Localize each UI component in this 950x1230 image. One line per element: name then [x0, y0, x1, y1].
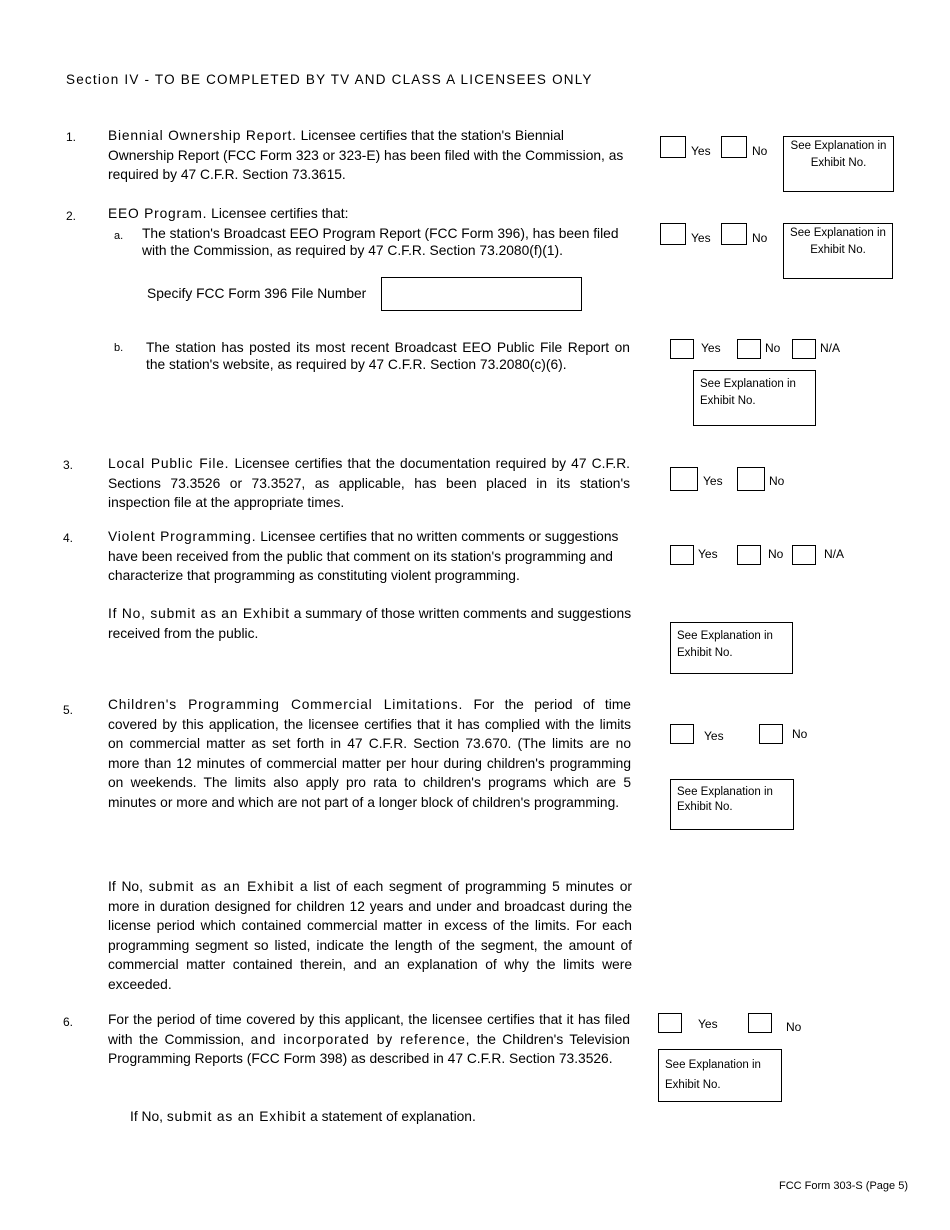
q2-text: [108, 204, 628, 224]
q6-text-b: and incorporated by reference,: [250, 1031, 471, 1047]
q6-text-c: the Children's Television Programming Reports (FCC Form 398) as described in 47 C.F.R. Section 73.3526.: [108, 1031, 630, 1066]
q6-submit-exhibit: submit as an Exhibit: [166, 1109, 307, 1124]
q2b-explanation-exhibit-box[interactable]: [693, 370, 816, 426]
q3-body: Licensee certifies that the documentation required by 47 C.F.R. Sections 73.3526 or 73.3527, as applicable, has been placed in its station's inspection file at the appropriate times.: [108, 456, 630, 510]
q2a-explanation-exhibit-box[interactable]: [783, 223, 893, 279]
q6-if-no-rest: a statement of explanation.: [310, 1109, 476, 1124]
q3-text: [108, 454, 630, 513]
q2-number: 2.: [66, 209, 77, 223]
see-explanation-label: See Explanation in: [677, 786, 773, 798]
q6-yes-label: Yes: [698, 1017, 718, 1031]
q4-text: [108, 527, 630, 586]
q6-text-a: For the period of time covered by this applicant, the licensee certifies that it has filed with the Commission,: [108, 1012, 630, 1047]
see-explanation-label: See Explanation in: [790, 227, 886, 239]
q4-if-no-rest: a summary of those written comments and suggestions received from the public.: [108, 606, 632, 641]
q2b-yes-checkbox[interactable]: [670, 339, 694, 359]
exhibit-no-label: Exhibit No.: [810, 157, 867, 169]
q2a-yes-label: Yes: [691, 231, 711, 245]
q2a-yes-checkbox[interactable]: [660, 223, 686, 245]
q6-number: 6.: [63, 1015, 74, 1029]
see-explanation-label: See Explanation in: [677, 630, 773, 642]
q3-no-checkbox[interactable]: [737, 467, 765, 491]
q2b-text: The station has posted its most recent Broadcast EEO Public File Report on the station's website, as required by 47 C.F.R. Section 73.2080(c)(6).: [146, 340, 630, 372]
q6-text: [108, 1010, 630, 1069]
q6-no-checkbox[interactable]: [748, 1013, 772, 1033]
q6-if-no-instructions: [130, 1107, 630, 1127]
q5-if-no-instructions: [108, 877, 632, 994]
q1-no-label: No: [752, 144, 768, 158]
q5-if-no: If No,: [108, 879, 143, 894]
exhibit-no-label: Exhibit No.: [677, 801, 733, 813]
q3-no-label: No: [769, 474, 785, 488]
q5-text: [108, 695, 631, 812]
q2a-no-checkbox[interactable]: [721, 223, 747, 245]
q2a-number: a.: [114, 230, 124, 242]
q5-number: 5.: [63, 703, 74, 717]
q6-no-label: No: [786, 1020, 802, 1034]
q1-explanation-exhibit-box[interactable]: [783, 136, 894, 192]
q2b-na-checkbox[interactable]: [792, 339, 816, 359]
q3-yes-label: Yes: [703, 474, 723, 488]
q3-yes-checkbox[interactable]: [670, 467, 698, 491]
q2-title: EEO Program.: [108, 206, 208, 221]
exhibit-no-label: Exhibit No.: [677, 647, 733, 659]
q3-title: Local Public File.: [108, 456, 230, 471]
exhibit-no-label: Exhibit No.: [810, 244, 866, 256]
q5-title: Children's Programming Commercial Limitations.: [108, 697, 464, 712]
q4-no-label: No: [768, 547, 784, 561]
q4-if-no-instructions: [108, 604, 632, 643]
q2b-no-checkbox[interactable]: [737, 339, 761, 359]
q5-submit-exhibit: submit as an Exhibit: [148, 879, 295, 894]
see-explanation-label: See Explanation in: [665, 1059, 761, 1071]
exhibit-no-label: Exhibit No.: [665, 1079, 721, 1091]
exhibit-no-label: Exhibit No.: [700, 395, 756, 407]
q4-number: 4.: [63, 531, 74, 545]
q2a-text: The station's Broadcast EEO Program Report (FCC Form 396), has been filed with the Commission, as required by 47 C.F.R. Section 73.2080(f)(1).: [142, 226, 619, 258]
q2b-number: b.: [114, 342, 124, 354]
q4-na-checkbox[interactable]: [792, 545, 816, 565]
q6-yes-checkbox[interactable]: [658, 1013, 682, 1033]
q1-body: Licensee certifies that the station's Biennial Ownership Report (FCC Form 323 or 323-E) has been filed with the Commission, as required by 47 C.F.R. Section 73.3615.: [108, 128, 624, 182]
q3-number: 3.: [63, 458, 74, 472]
q5-no-label: No: [792, 727, 808, 741]
q5-explanation-exhibit-box[interactable]: [670, 779, 794, 830]
q4-yes-label: Yes: [698, 547, 718, 561]
q5-if-no-rest: a list of each segment of programming 5 minutes or more in duration designed for children 12 years and under and broadcast during the license period which contained commercial matter in excess of the limits. For each programming segment so listed, indicate the length of the segment, the amount of commercial matter contained therein, and an explanation of why the limits were exceeded.: [108, 879, 632, 992]
q4-title: Violent Programming.: [108, 529, 257, 544]
q1-no-checkbox[interactable]: [721, 136, 747, 158]
page-footer: FCC Form 303-S (Page 5): [779, 1180, 908, 1192]
q1-yes-label: Yes: [691, 144, 711, 158]
q6-explanation-exhibit-box[interactable]: [658, 1049, 782, 1102]
q1-text: [108, 126, 628, 185]
q5-yes-label: Yes: [704, 729, 724, 743]
q2b-na-label: N/A: [820, 341, 841, 355]
q2-body: Licensee certifies that:: [211, 206, 349, 221]
q5-yes-checkbox[interactable]: [670, 724, 694, 744]
q4-no-checkbox[interactable]: [737, 545, 761, 565]
q1-number: 1.: [66, 130, 77, 144]
section-header: Section IV - TO BE COMPLETED BY TV AND CLASS A LICENSEES ONLY: [66, 72, 593, 87]
q2b-yes-label: Yes: [701, 341, 721, 355]
q4-yes-checkbox[interactable]: [670, 545, 694, 565]
q5-body: For the period of time covered by this application, the licensee certifies that it has complied with the limits on commercial matter as set forth in 47 C.F.R. Section 73.670. (The limits are no more than 12 minutes of commercial matter per hour during children's programming on weekends. The limits also apply pro rata to children's programs which are 5 minutes or more and which are not part of a longer block of children's programming.: [108, 697, 631, 810]
q2b-no-label: No: [765, 341, 781, 355]
q2a-no-label: No: [752, 231, 768, 245]
see-explanation-label: See Explanation in: [790, 140, 887, 152]
q4-if-no: If No, submit as an Exhibit: [108, 606, 290, 621]
form396-file-number-label: Specify FCC Form 396 File Number: [147, 286, 367, 301]
see-explanation-label: See Explanation in: [700, 378, 796, 390]
q5-no-checkbox[interactable]: [759, 724, 783, 744]
q4-explanation-exhibit-box[interactable]: [670, 622, 793, 674]
q1-title: Biennial Ownership Report.: [108, 128, 297, 143]
q4-na-label: N/A: [824, 547, 845, 561]
q6-if-no: If No,: [130, 1109, 163, 1124]
q1-yes-checkbox[interactable]: [660, 136, 686, 158]
form396-file-number-input[interactable]: [381, 277, 582, 311]
q4-body: Licensee certifies that no written comments or suggestions have been received from the public that comment on its station's programming and characterize that programming as constituting violent programming.: [108, 529, 619, 583]
